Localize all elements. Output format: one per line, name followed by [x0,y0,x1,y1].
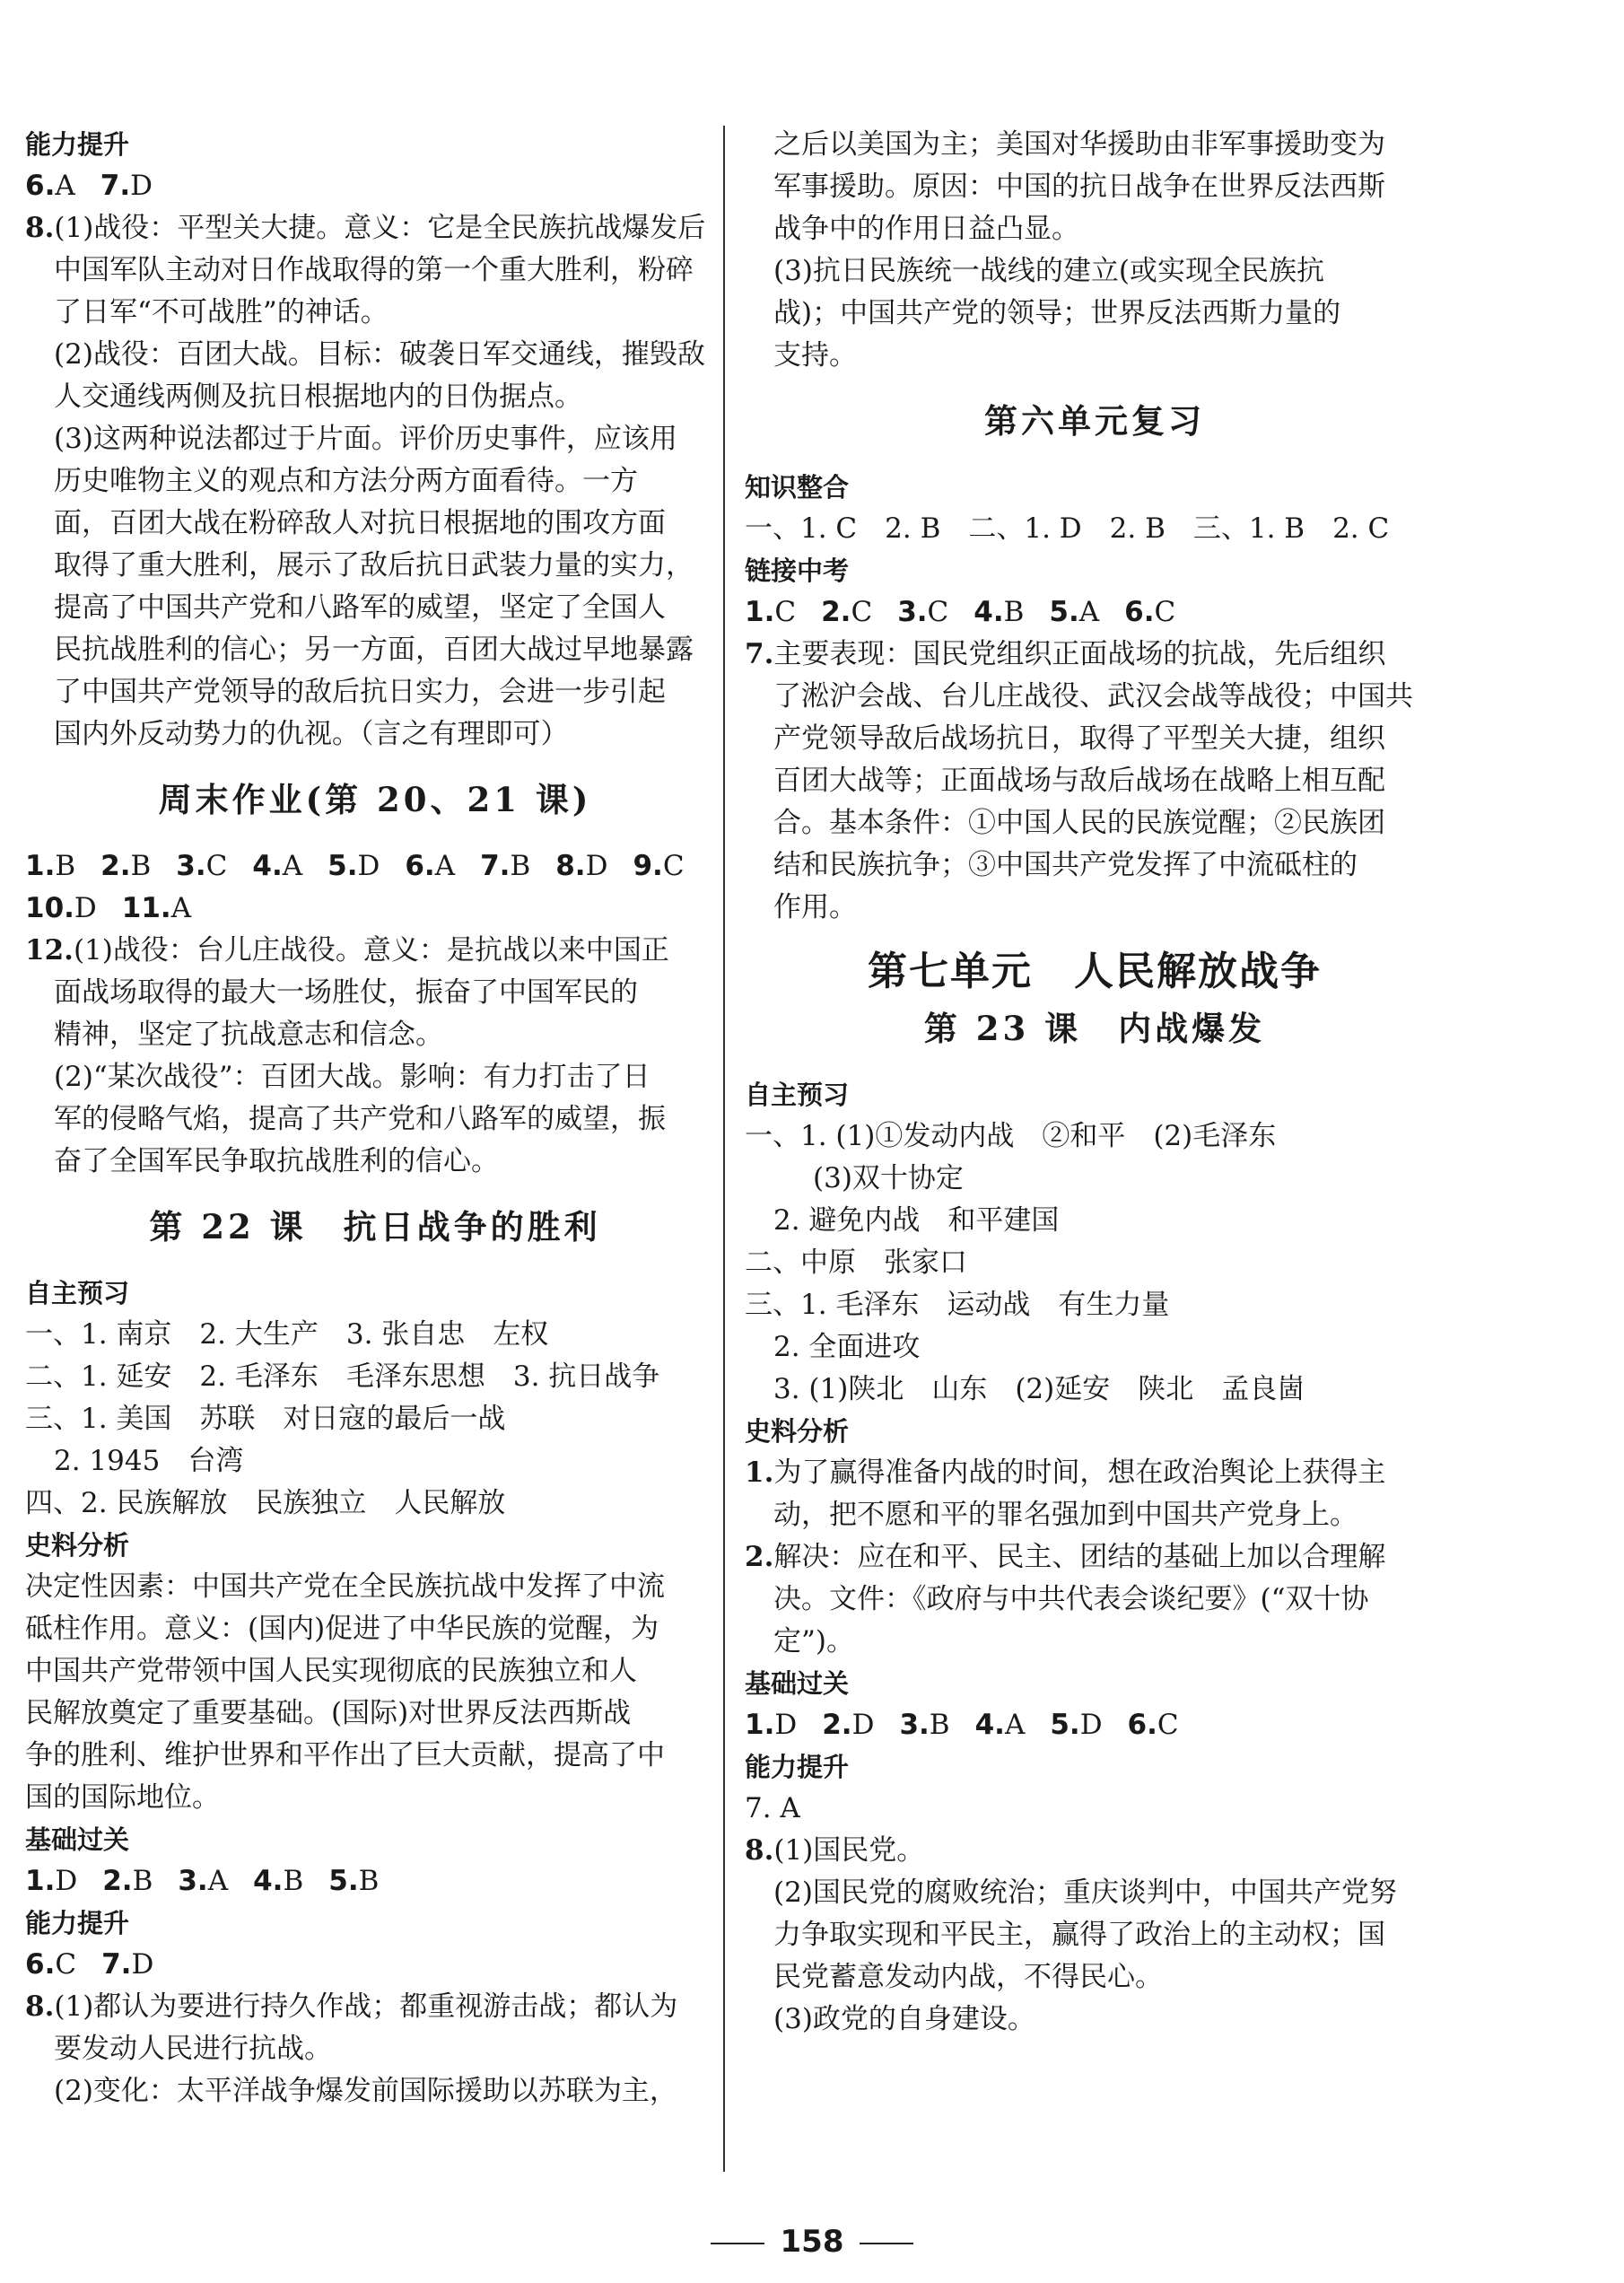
answer-row: 10.D 11.A [25,892,192,924]
answer-line: 产党领导敌后战场抗日，取得了平型关大捷，组织 [773,722,1385,755]
answer-line: 决。文件：《政府与中共代表会谈纪要》(“双十协 [773,1583,1369,1615]
answer-line: 8.(1)国民党。 [745,1834,925,1867]
answer-line: 战)；中国共产党的领导；世界反法西斯力量的 [773,297,1341,329]
answer-line: 8.(1)战役：平型关大捷。意义：它是全民族抗战爆发后 [25,212,706,244]
answer-line: (2)战役：百团大战。目标：破袭日军交通线，摧毁敌 [54,338,705,371]
answer-line: 面战场取得的最大一场胜仗，振奋了中国军民的 [54,976,638,1009]
answer-line: 战争中的作用日益凸显。 [773,213,1079,245]
answer-line: 6.A 7.D [25,170,153,202]
answer-line: 8.(1)都认为要进行持久作战；都重视游击战；都认为 [25,1990,678,2023]
answer-line: (3)政党的自身建设。 [773,2003,1035,2035]
answer-line: 动，把不愿和平的罪名强加到中国共产党身上。 [773,1499,1358,1531]
answer-row: 1.D 2.D 3.B 4.A 5.D 6.C [745,1709,1179,1741]
section-heading: 基础过关 [745,1668,850,1699]
answer-line: 百团大战等；正面战场与敌后战场在战略上相互配 [773,765,1385,797]
right-column [745,124,1445,2041]
answer-line: 2. 避免内战 和平建国 [773,1204,1060,1237]
q-num: 6. [25,170,56,202]
answer-line: 取得了重大胜利，展示了敌后抗日武装力量的实力， [54,549,694,582]
answer-line: 之后以美国为主；美国对华援助由非军事援助变为 [773,128,1385,161]
answer-line: 了中国共产党领导的敌后抗日实力，会进一步引起 [54,676,666,708]
answer-line: 作用。 [773,891,857,923]
answer-line: 历史唯物主义的观点和方法分两方面看待。一方 [54,465,638,497]
answer-line: 民抗战胜利的信心；另一方面，百团大战过早地暴露 [54,634,694,666]
answer-line: (2)“某次战役”：百团大战。影响：有力打击了日 [54,1061,650,1093]
answer-line: 了淞沪会战、台儿庄战役、武汉会战等战役；中国共 [773,680,1413,713]
heading-weekly-homework: 周末作业(第 20、21 课) [158,780,592,819]
answer-line: 力争取实现和平民主，赢得了政治上的主动权；国 [773,1919,1385,1951]
answer-line: 国内外反动势力的仇视。（言之有理即可） [54,718,569,750]
answer-line: (2)变化：太平洋战争爆发前国际援助以苏联为主， [54,2075,677,2107]
section-heading: 链接中考 [745,555,850,586]
footer-dash-right [860,2243,913,2244]
answer-line: 奋了全国军民争取抗战胜利的信心。 [54,1145,499,1177]
answer-line: 国的国际地位。 [25,1781,220,1814]
answer-row: 6.C 7.D [25,1948,154,1981]
answer-line: 2.解决：应在和平、民主、团结的基础上加以合理解 [745,1541,1386,1573]
page-number: 158 [780,2224,844,2260]
answer-line: 2. 1945 台湾 [54,1445,244,1477]
answer-row: 1.B 2.B 3.C 4.A 5.D 6.A 7.B 8.D 9.C [25,850,685,882]
answer-line: 砥柱作用。意义：(国内)促进了中华民族的觉醒，为 [25,1613,659,1645]
answer-line: 三、1. 美国 苏联 对日寇的最后一战 [25,1403,506,1435]
answer-line: 7. A [745,1792,800,1824]
section-heading: 史料分析 [745,1416,850,1447]
answer-line: 中国共产党带领中国人民实现彻底的民族独立和人 [25,1655,637,1687]
answer-line: 12.(1)战役：台儿庄战役。意义：是抗战以来中国正 [25,934,669,967]
answer-line: 7.主要表现：国民党组织正面战场的抗战，先后组织 [745,638,1386,670]
answer-line: 精神，坚定了抗战意志和信念。 [54,1019,443,1051]
section-heading: 自主预习 [25,1278,130,1308]
answer-row: 1.D 2.B 3.A 4.B 5.B [25,1865,380,1897]
section-heading: 能力提升 [25,1908,130,1938]
answer-line: 1.为了赢得准备内战的时间，想在政治舆论上获得主 [745,1456,1386,1489]
answer-line: 争的胜利、维护世界和平作出了巨大贡献，提高了中 [25,1739,665,1771]
answer-line: 民党蓄意发动内战，不得民心。 [773,1961,1163,1993]
answer-line: 结和民族抗争；③中国共产党发挥了中流砥柱的 [773,849,1358,881]
left-column [25,124,725,2112]
answer-line: 民解放奠定了重要基础。(国际)对世界反法西斯战 [25,1697,632,1729]
answer-line: 四、2. 民族解放 民族独立 人民解放 [25,1487,506,1519]
answer-line: 定”)。 [773,1625,854,1658]
answer-line: (3)抗日民族统一战线的建立(或实现全民族抗 [773,255,1325,287]
answer-line: 军事援助。原因：中国的抗日战争在世界反法西斯 [773,171,1385,203]
answer-line: 一、1. 南京 2. 大生产 3. 张自忠 左权 [25,1318,549,1351]
answer-line: 3. (1)陕北 山东 (2)延安 陕北 孟良崮 [773,1373,1305,1405]
section-heading: 基础过关 [25,1824,130,1855]
answer-line: 要发动人民进行抗战。 [54,2033,332,2065]
answer-line: 一、1. C 2. B 二、1. D 2. B 三、1. B 2. C [745,512,1390,545]
answer-line: 支持。 [773,339,857,372]
answer-line: 二、中原 张家口 [745,1246,967,1279]
answer-line: 2. 全面进攻 [773,1331,921,1363]
heading-lesson-22: 第 22 课 抗日战争的胜利 [149,1207,601,1246]
answer-line: (3)双十协定 [813,1162,964,1194]
answer-line: 军的侵略气焰，提高了共产党和八路军的威望，振 [54,1103,666,1135]
section-heading: 能力提升 [745,1752,850,1782]
footer-dash-left [711,2243,764,2244]
answer-line: 中国军队主动对日作战取得的第一个重大胜利，粉碎 [54,254,694,286]
section-heading: 史料分析 [25,1530,130,1561]
section-heading: 知识整合 [745,472,850,503]
section-heading: 自主预习 [745,1080,850,1110]
answer-row: 1.C 2.C 3.C 4.B 5.A 6.C [745,596,1176,628]
heading-lesson-23: 第 23 课 内战爆发 [923,1009,1266,1048]
answer-line: 人交通线两侧及抗日根据地内的日伪据点。 [54,380,582,413]
answer-line: 合。基本条件：①中国人民的民族觉醒；②民族团 [773,807,1385,839]
heading-unit6-review: 第六单元复习 [984,401,1205,441]
answer-line: (2)国民党的腐败统治；重庆谈判中，中国共产党努 [773,1876,1397,1909]
answer-line: 决定性因素：中国共产党在全民族抗战中发挥了中流 [25,1570,665,1603]
answer-line: 面，百团大战在粉碎敌人对抗日根据地的围攻方面 [54,507,666,539]
answer-line: 三、1. 毛泽东 运动战 有生力量 [745,1289,1170,1321]
answer-line: (3)这两种说法都过于片面。评价历史事件，应该用 [54,423,677,455]
page-footer [0,2224,1624,2260]
heading-unit7: 第七单元 人民解放战争 [868,949,1322,994]
answer-line: 一、1. (1)①发动内战 ②和平 (2)毛泽东 [745,1120,1277,1152]
answer-line: 了日军“不可战胜”的神话。 [54,296,389,328]
answer-line: 提高了中国共产党和八路军的威望，坚定了全国人 [54,591,666,624]
section-heading: 能力提升 [25,129,130,160]
answer-line: 二、1. 延安 2. 毛泽东 毛泽东思想 3. 抗日战争 [25,1360,660,1393]
